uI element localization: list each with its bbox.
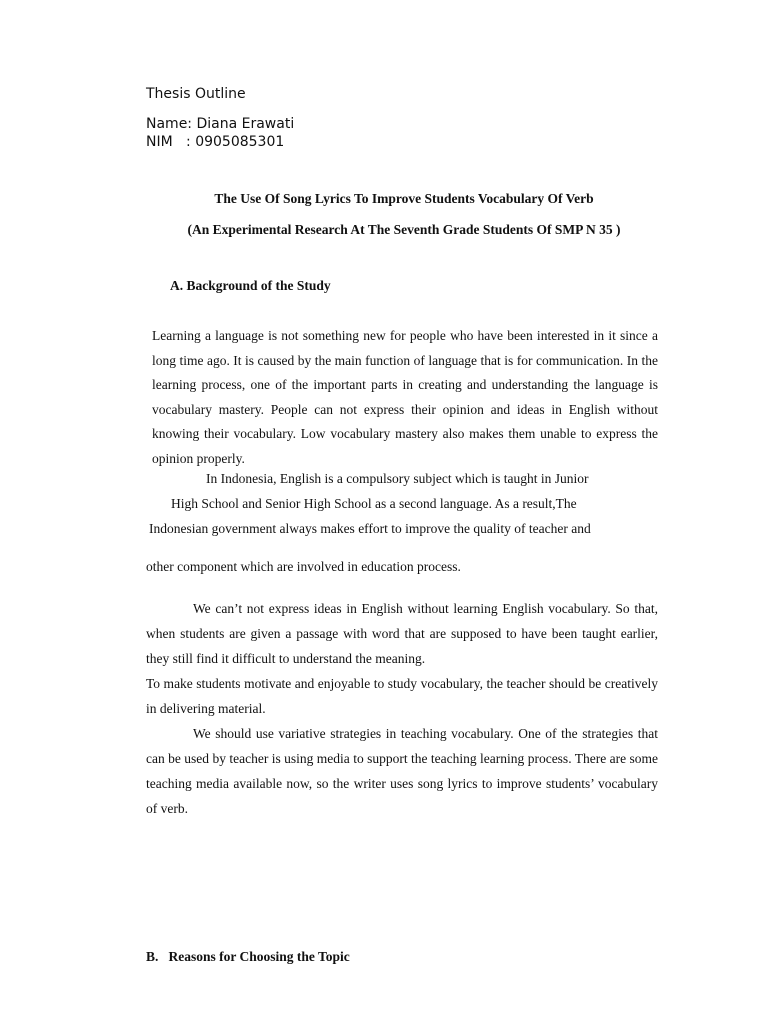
background-paragraph-3: We can’t not express ideas in English without learning English vocabulary. So that, when students are given a passage with word that are supposed to have been taught earlier, they still find it difficult to understand the meaning. (146, 601, 658, 666)
author-name: Name: Diana Erawati (146, 116, 295, 132)
background-paragraph-2-line-1: In Indonesia, English is a compulsory subject which is taught in Junior (206, 471, 589, 486)
thesis-subtitle: (An Experimental Research At The Seventh Grade Students Of SMP N 35 ) (187, 222, 621, 237)
section-b-heading: B. Reasons for Choosing the Topic (146, 949, 350, 964)
background-paragraph-2-line-2: High School and Senior High School as a second language. As a result,The (171, 496, 577, 511)
thesis-title: The Use Of Song Lyrics To Improve Students Vocabulary Of Verb (214, 191, 594, 206)
background-paragraph-1: Learning a language is not something new for people who have been interested in it since a long time ago. It is caused by the main function of language that is for communication. In the learning process, one of the important parts in creating and understanding the language is vocabulary mastery. People can not express their opinion and ideas in English without knowing their vocabulary. Low vocabulary mastery also makes them unable to express the opinion properly. (152, 328, 658, 466)
background-paragraph-2-line-4: other component which are involved in education process. (146, 559, 461, 574)
background-paragraph-5: We should use variative strategies in teaching vocabulary. One of the strategies that can be used by teacher is using media to support the teaching learning process. There are some teaching media available now, so the writer uses song lyrics to improve students’ vocabulary of verb. (146, 726, 658, 816)
doc-title: Thesis Outline (146, 86, 246, 102)
background-paragraph-2-line-3: Indonesian government always makes effort to improve the quality of teacher and (149, 521, 591, 536)
background-paragraph-4: To make students motivate and enjoyable to study vocabulary, the teacher should be creatively in delivering material. (146, 676, 658, 716)
author-nim: NIM : 0905085301 (146, 134, 285, 150)
section-a-heading: A. Background of the Study (170, 278, 331, 293)
